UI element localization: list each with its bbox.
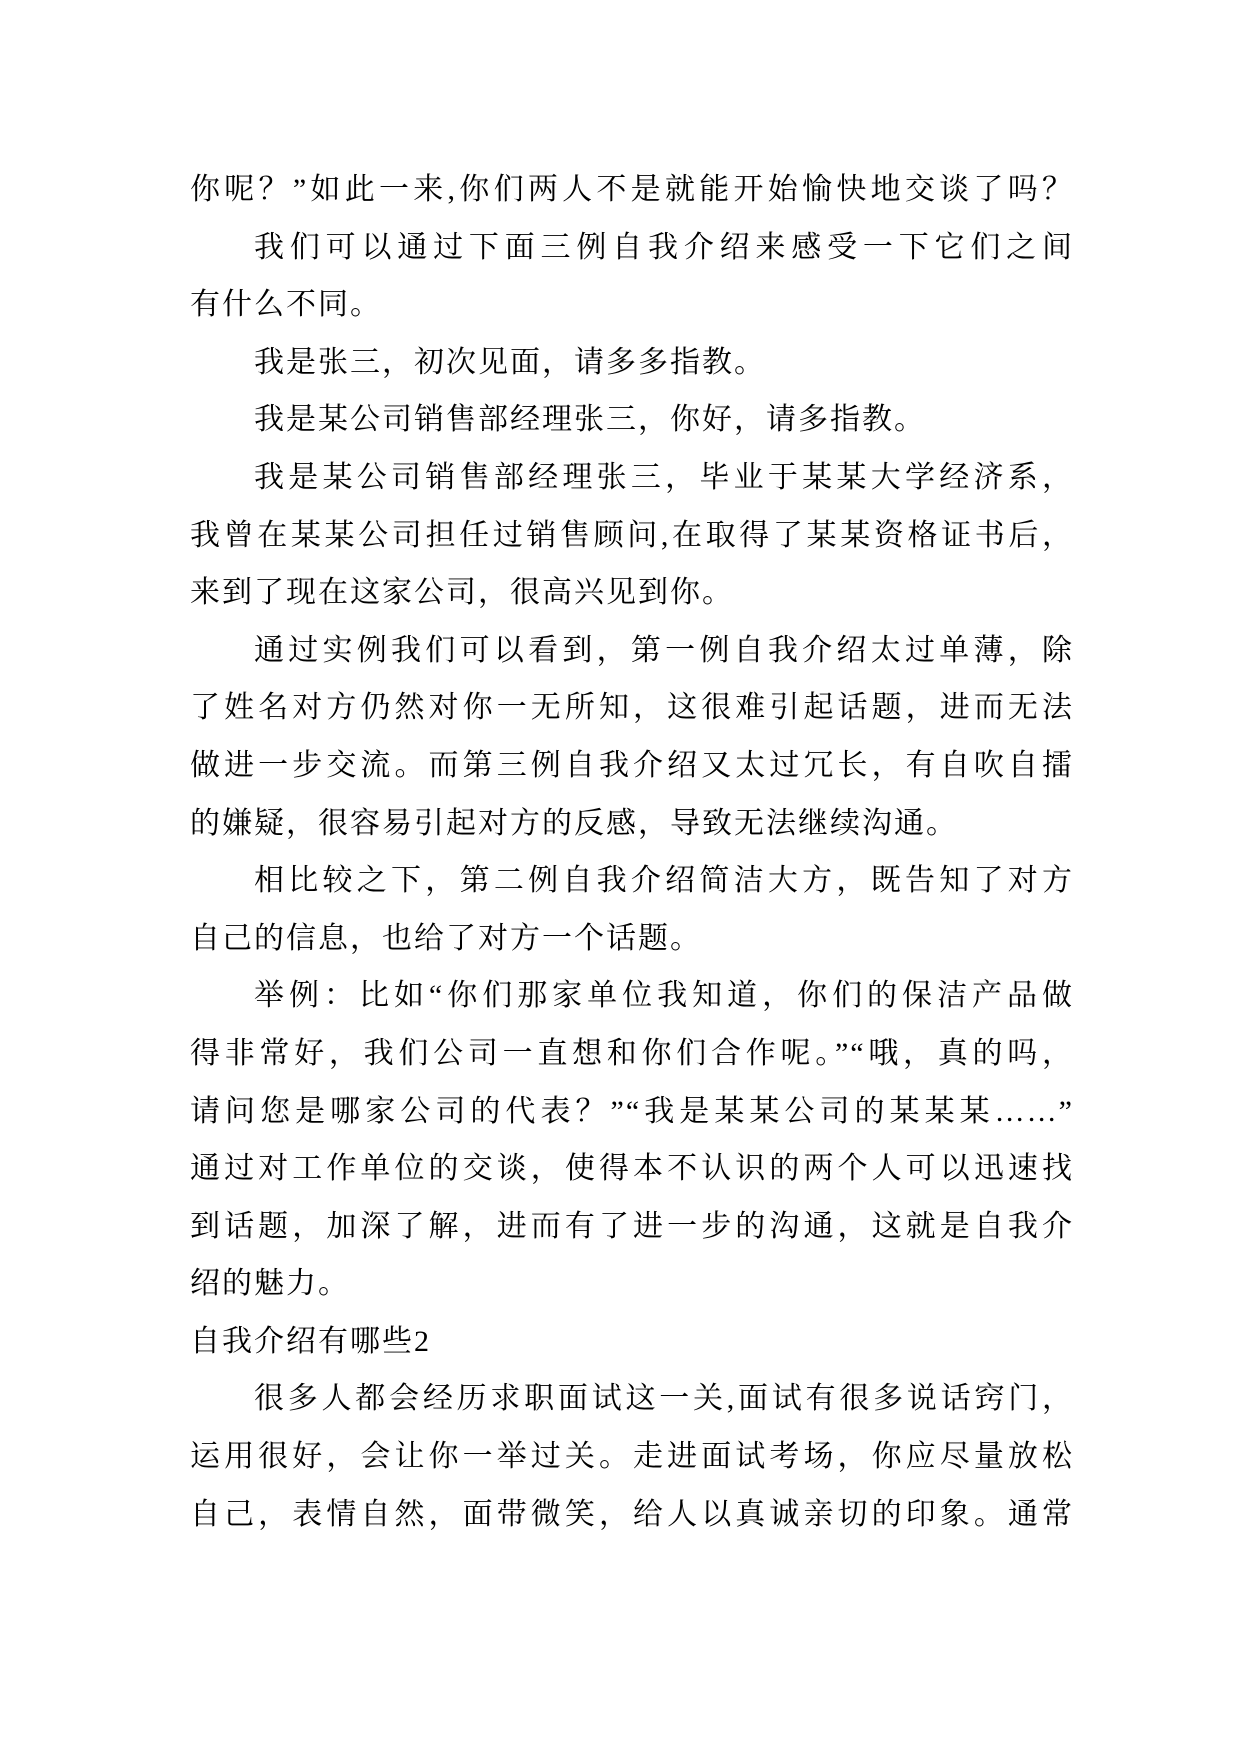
text-line: 通过对工作单位的交谈，使得本不认识的两个人可以迅速找 xyxy=(190,1152,1074,1186)
text-line: 自我介绍有哪些2 xyxy=(190,1324,431,1358)
text-line: 很多人都会经历求职面试这一关,面试有很多说话窍门， xyxy=(254,1382,1074,1416)
text-line: 运用很好，会让你一举过关。走进面试考场，你应尽量放松 xyxy=(190,1440,1074,1474)
text-line: 做进一步交流。而第三例自我介绍又太过冗长，有自吹自擂 xyxy=(190,748,1074,782)
text-line: 自己，表情自然，面带微笑，给人以真诚亲切的印象。通常 xyxy=(190,1497,1074,1531)
text-line: 自己的信息，也给了对方一个话题。 xyxy=(190,921,702,955)
text-line: 你呢？”如此一来,你们两人不是就能开始愉快地交谈了吗？ xyxy=(190,173,1074,206)
text-line: 请问您是哪家公司的代表？”“我是某某公司的某某某……” xyxy=(190,1094,1074,1128)
text-line: 我是张三，初次见面，请多多指教。 xyxy=(254,345,766,379)
text-line: 我曾在某某公司担任过销售顾问,在取得了某某资格证书后， xyxy=(190,518,1074,552)
paragraph xyxy=(190,852,1074,967)
text-line: 我们可以通过下面三例自我介绍来感受一下它们之间 xyxy=(254,230,1074,264)
text-line: 来到了现在这家公司，很高兴见到你。 xyxy=(190,576,734,610)
text-line: 我是某公司销售部经理张三，毕业于某某大学经济系， xyxy=(254,460,1074,494)
paragraph xyxy=(190,219,1074,334)
paragraph xyxy=(190,449,1074,622)
paragraph xyxy=(190,161,1074,219)
text-line: 到话题，加深了解，进而有了进一步的沟通，这就是自我介 xyxy=(190,1209,1074,1243)
paragraph xyxy=(190,622,1074,852)
text-line: 的嫌疑，很容易引起对方的反感，导致无法继续沟通。 xyxy=(190,806,958,840)
text-line: 通过实例我们可以看到，第一例自我介绍太过单薄，除 xyxy=(254,633,1074,667)
paragraph xyxy=(190,334,1074,392)
paragraph xyxy=(190,391,1074,449)
text-line: 了姓名对方仍然对你一无所知，这很难引起话题，进而无法 xyxy=(190,691,1074,725)
paragraph xyxy=(190,967,1074,1313)
text-line: 举例：比如“你们那家单位我知道，你们的保洁产品做 xyxy=(254,979,1074,1013)
text-line: 相比较之下，第二例自我介绍简洁大方，既告知了对方 xyxy=(254,864,1074,898)
paragraph xyxy=(190,1370,1074,1543)
text-block xyxy=(190,161,1074,1543)
text-line: 绍的魅力。 xyxy=(190,1267,350,1301)
section-heading xyxy=(190,1313,1074,1371)
text-line: 得非常好，我们公司一直想和你们合作呢。”“哦，真的吗， xyxy=(190,1036,1074,1070)
text-line: 我是某公司销售部经理张三，你好，请多指教。 xyxy=(254,403,926,437)
text-line: 有什么不同。 xyxy=(190,288,382,322)
